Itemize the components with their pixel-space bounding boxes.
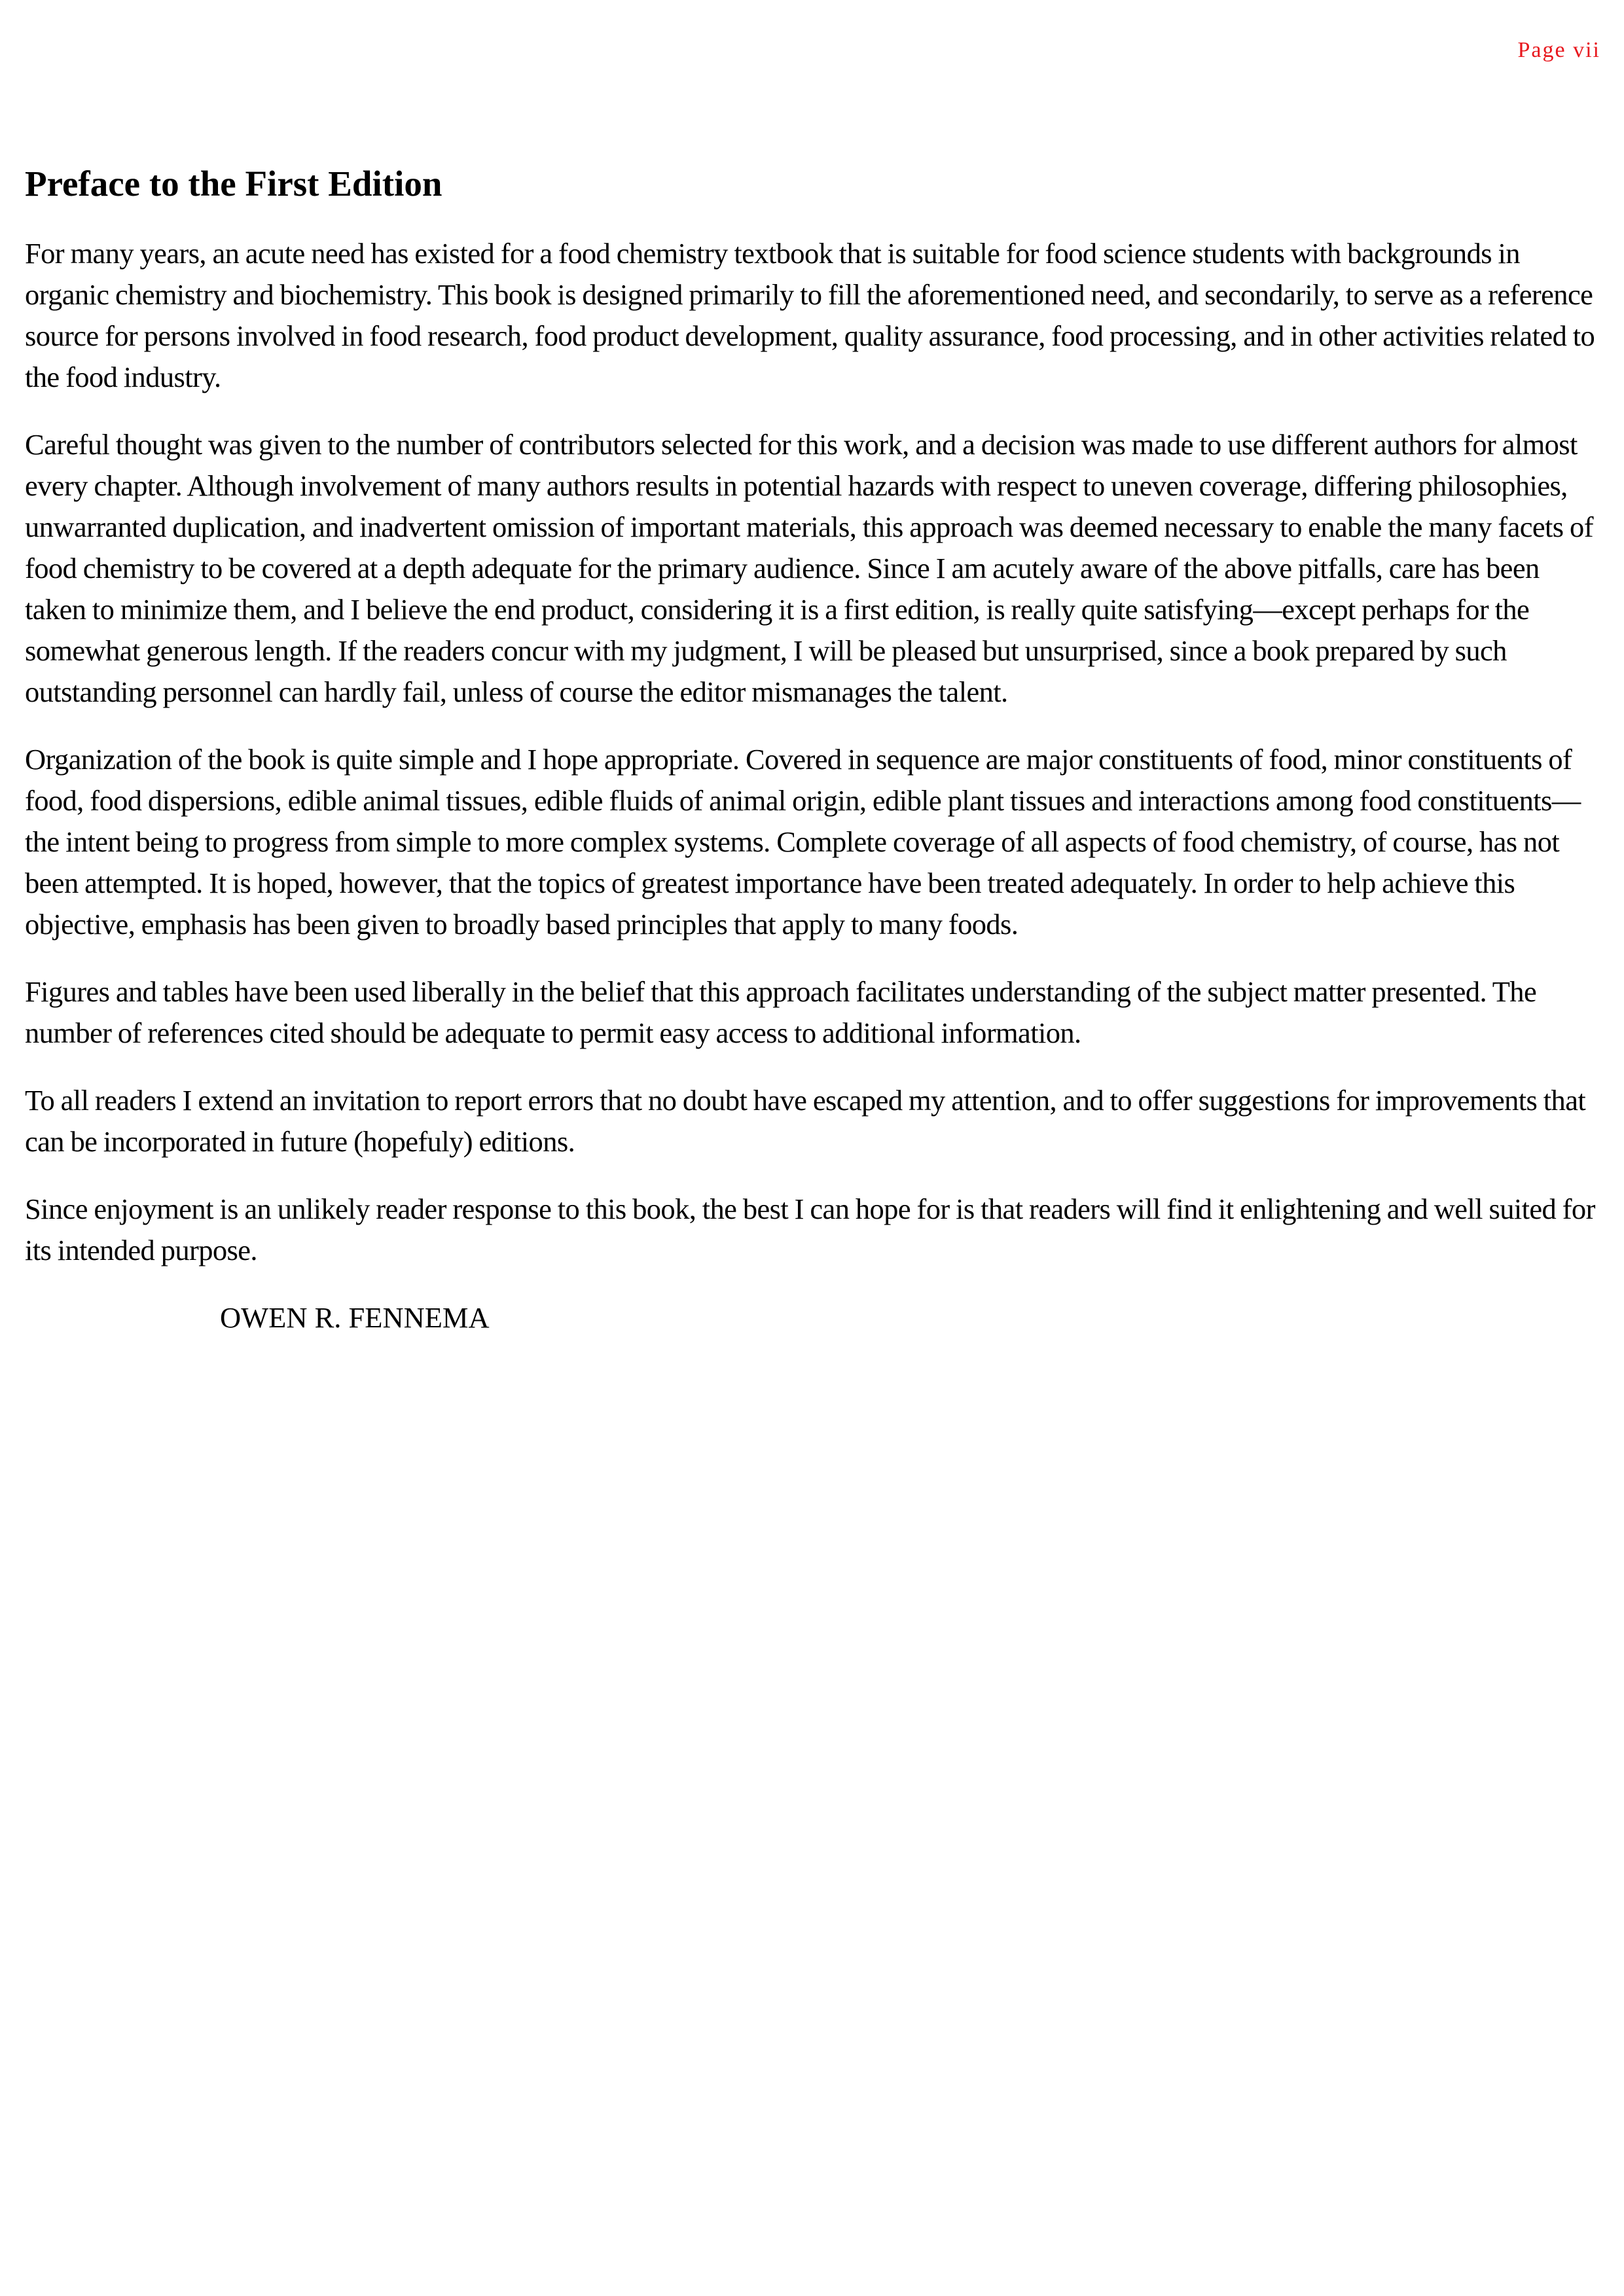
paragraph-figures: Figures and tables have been used liberally in the belief that this approach facilitates understanding of the subject matter presented. The number of references cited should be adequate to permit easy access to additional information.	[25, 975, 1537, 1049]
paragraph-closing: Since enjoyment is an unlikely reader response to this book, the best I can hope for is that readers will find it enlightening and well suited for its intended purpose.	[25, 1193, 1595, 1266]
author-signature: OWEN R. FENNEMA	[220, 1301, 490, 1334]
paragraph-invitation: To all readers I extend an invitation to report errors that no doubt have escaped my attention, and to offer suggestions for improvements that can be incorporated in future (hopefuly) editions.	[25, 1084, 1586, 1158]
page-title: Preface to the First Edition	[25, 164, 442, 204]
preface-content	[25, 162, 1602, 1338]
page-number: Page vii	[1517, 38, 1600, 62]
paragraph-contributors: Careful thought was given to the number of contributors selected for this work, and a decision was made to use different authors for almost every chapter. Although involvement of many authors results in potential hazards with respect to uneven coverage, differing philosophies, unwarranted duplication, and inadvertent omission of important materials, this approach was deemed necessary to enable the many facets of food chemistry to be covered at a depth adequate for the primary audience. Since I am acutely aware of the above pitfalls, care has been taken to minimize them, and I believe the end product, considering it is a first edition, is really quite satisfying—except perhaps for the somewhat generous length. If the readers concur with my judgment, I will be pleased but unsurprised, since a book prepared by such outstanding personnel can hardly fail, unless of course the editor mismanages the talent.	[25, 428, 1593, 708]
paragraph-organization: Organization of the book is quite simple and I hope appropriate. Covered in sequence are major constituents of food, minor constituents of food, food dispersions, edible animal tissues, edible fluids of animal origin, edible plant tissues and interactions among food constituents—the intent being to progress from simple to more complex systems. Complete coverage of all aspects of food chemistry, of course, has not been attempted. It is hoped, however, that the topics of greatest importance have been treated adequately. In order to help achieve this objective, emphasis has been given to broadly based principles that apply to many foods.	[25, 743, 1581, 941]
paragraph-intro: For many years, an acute need has existed for a food chemistry textbook that is suitable for food science students with backgrounds in organic chemistry and biochemistry. This book is designed primarily to fill the aforementioned need, and secondarily, to serve as a reference source for persons involved in food research, food product development, quality assurance, food processing, and in other activities related to the food industry.	[25, 237, 1595, 393]
